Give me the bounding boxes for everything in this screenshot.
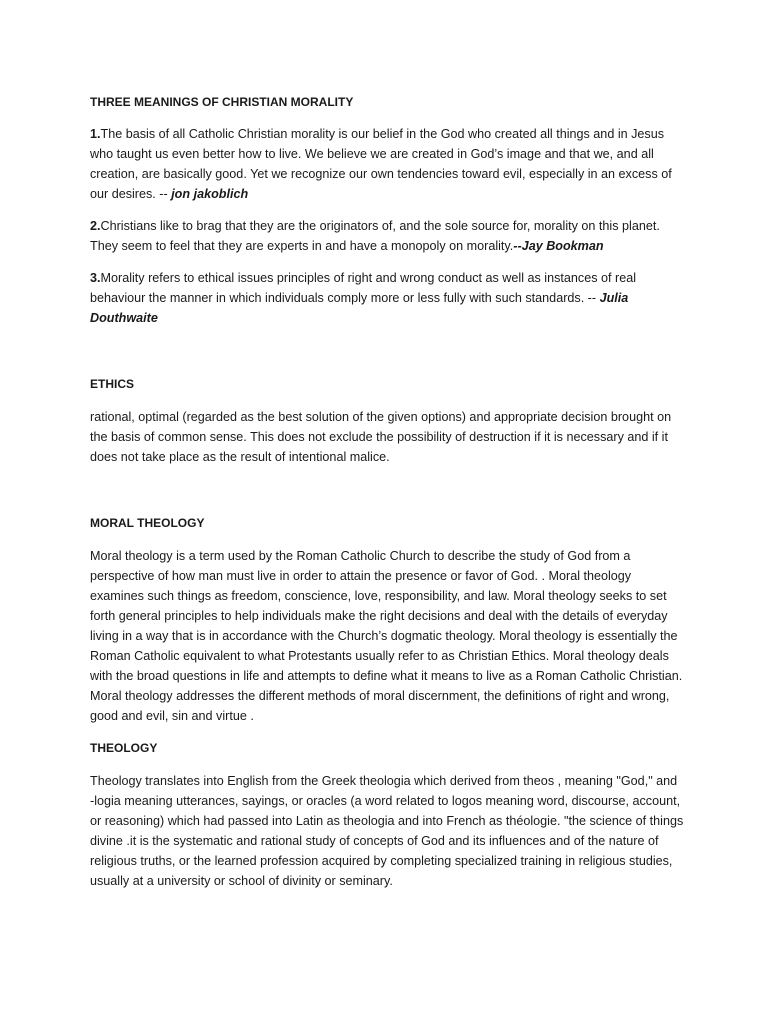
theology-heading: THEOLOGY [90,741,158,755]
meaning-2-text: Christians like to brag that they are the originators of, and the sole source for, morality on this planet. They seem to feel that they are experts in and have a monopoly on morality. [90,219,660,253]
ethics-heading: ETHICS [90,377,135,391]
meaning-3-paragraph [90,268,684,328]
meaning-3-author: Julia Douthwaite [90,291,629,325]
theology-paragraph: Theology translates into English from the Greek theologia which derived from theos , meaning "God," and -logia meaning utterances, sayings, or oracles (a word related to logos meaning word, discourse, account, or reasoning) which had passed into Latin as theologia and into French as théologie. "the science of things divine .it is the systematic and rational study of concepts of God and its influences and of the nature of religious truths, or the learned profession acquired by completing specialized training in religious studies, usually at a university or school of divinity or seminary. [90,774,684,888]
meaning-1-number: 1. [90,127,101,141]
meaning-2-number: 2. [90,219,101,233]
meaning-3-text: Morality refers to ethical issues principles of right and wrong conduct as well as instances of real behaviour the manner in which individuals comply more or less fully with such standards. -- [90,271,637,305]
meaning-1-paragraph [90,124,684,204]
ethics-paragraph: rational, optimal (regarded as the best solution of the given options) and appropriate decision brought on the basis of common sense. This does not exclude the possibility of destruction if it is necessary and if it does not take place as the result of intentional malice. [90,410,672,464]
document-body [90,92,684,891]
moral-theology-paragraph: Moral theology is a term used by the Roman Catholic Church to describe the study of God from a perspective of how man must live in order to attain the presence or favor of God. . Moral theology examines such things as freedom, conscience, love, responsibility, and law. Moral theology seeks to set forth general principles to help individuals make the right decisions and deal with the details of everyday living in a way that is in accordance with the Church’s dogmatic theology. Moral theology is essentially the Roman Catholic equivalent to what Protestants usually refer to as Christian Ethics. Moral theology deals with the broad questions in life and attempts to define what it means to live as a Roman Catholic Christian. Moral theology addresses the different methods of moral discernment, the definitions of right and wrong, good and evil, sin and virtue . [90,549,683,723]
meaning-1-text: The basis of all Catholic Christian morality is our belief in the God who created all things and in Jesus who taught us even better how to live. We believe we are created in God’s image and that we, and all creation, are basically good. Yet we recognize our own tendencies toward evil, especially in an excess of our desires. -- [90,127,672,201]
document-title: THREE MEANINGS OF CHRISTIAN MORALITY [90,95,354,109]
meaning-2-author: --Jay Bookman [513,239,604,253]
moral-theology-heading: MORAL THEOLOGY [90,516,205,530]
meaning-3-number: 3. [90,271,101,285]
meaning-1-author: jon jakoblich [171,187,249,201]
meaning-2-paragraph [90,216,684,256]
